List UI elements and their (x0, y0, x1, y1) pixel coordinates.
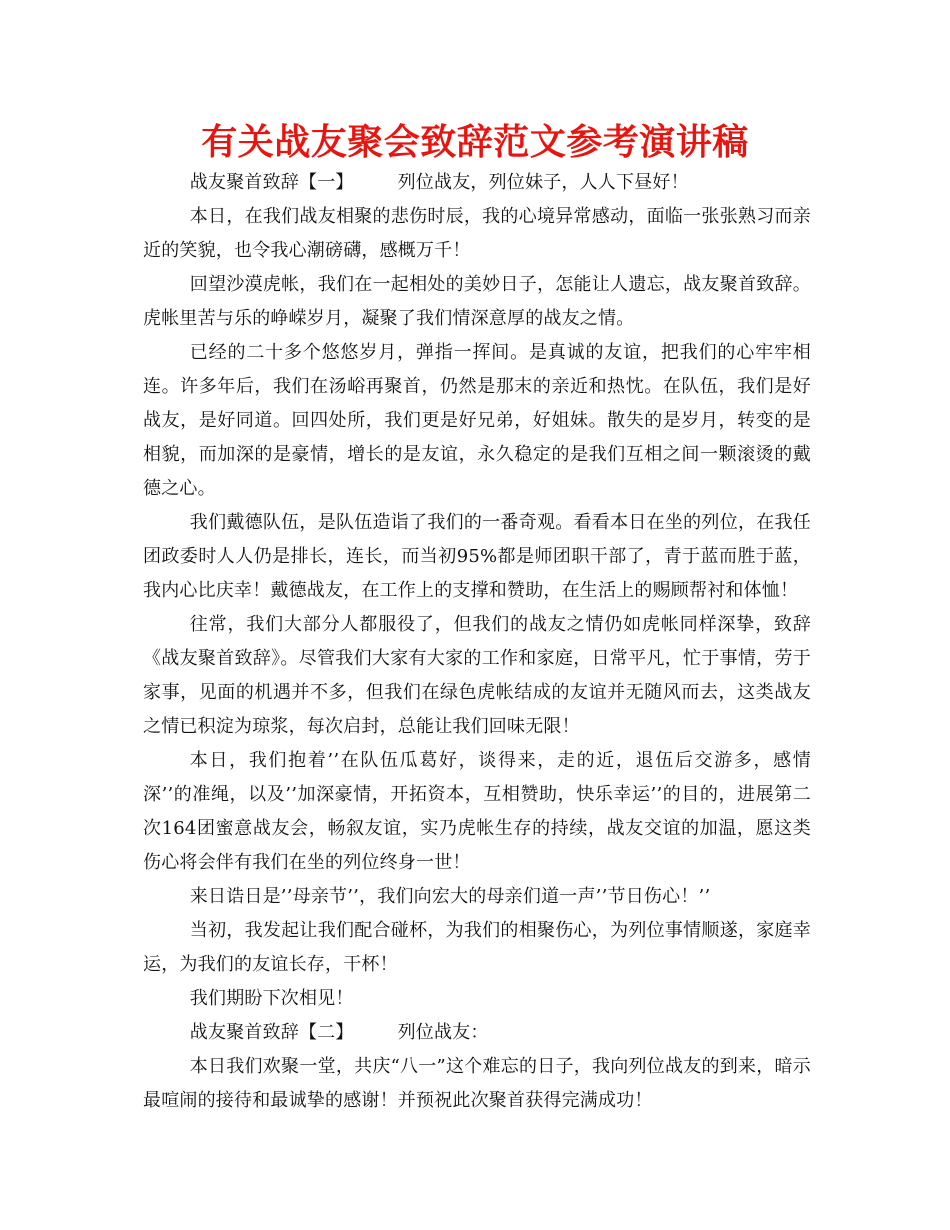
paragraph: 来日诰日是’’母亲节’’，我们向宏大的母亲们道一声’’节日伤心！’’ (189, 886, 711, 907)
section-heading: 战友聚首致辞【一】 (189, 172, 354, 193)
paragraph: 本日，我们抱着’’在队伍瓜葛好，谈得来，走的近，退伍后交游多，感情深’’的准绳，以及’’加深豪情，开拓资本，互相赞助，快乐幸运’’的目的，进展第二次164团蜜意战友会，畅叙友谊，实乃虎帐生存的持续，战友交谊的加温，愿这类伤心将会伴有我们在坐的列位终身一世！ (143, 750, 811, 873)
paragraph: 往常，我们大部分人都服役了，但我们的战友之情仍如虎帐同样深挚，致辞《战友聚首致辞》。尽管我们大家有大家的工作和家庭，日常平凡，忙于事情，劳于家事，见面的机遇并不多，但我们在绿色虎帐结成的友谊并无随风而去，这类战友之情已积淀为琼浆，每次启封，总能让我们回味无限！ (143, 614, 811, 737)
paragraph: 我们戴德队伍，是队伍造诣了我们的一番奇观。看看本日在坐的列位，在我任团政委时人人仍是排长，连长，而当初95%都是师团职干部了，青于蓝而胜于蓝，我内心比庆幸！戴德战友，在工作上的支撑和赞助，在生活上的赐顾帮衬和体恤！ (143, 512, 811, 601)
paragraph: 回望沙漠虎帐，我们在一起相处的美妙日子，怎能让人遗忘，战友聚首致辞。虎帐里苦与乐的峥嵘岁月，凝聚了我们情深意厚的战友之情。 (143, 274, 811, 329)
section-heading: 战友聚首致辞【二】 (189, 1022, 354, 1043)
section-heading-line (143, 1016, 811, 1050)
paragraph: 本日，在我们战友相聚的悲伤时辰，我的心境异常感动，面临一张张熟习而亲近的笑貌，也令我心潮磅礴，感概万千！ (143, 206, 811, 261)
section-heading-line (143, 166, 811, 200)
section-greeting: 列位战友： (397, 1022, 489, 1043)
document-body (143, 166, 811, 1118)
paragraph: 当初，我发起让我们配合碰杯，为我们的相聚伤心，为列位事情顺遂，家庭幸运，为我们的友谊长存，干杯！ (143, 920, 811, 975)
section-greeting: 列位战友，列位妹子，人人下昼好！ (397, 172, 689, 193)
paragraph: 我们期盼下次相见！ (189, 988, 354, 1009)
paragraph: 本日我们欢聚一堂，共庆“八一”这个难忘的日子，我向列位战友的到来，暗示最喧闹的接待和最诚挚的感谢！并预祝此次聚首获得完满成功！ (143, 1056, 811, 1111)
document-title: 有关战友聚会致辞范文参考演讲稿 (201, 122, 749, 163)
paragraph: 已经的二十多个悠悠岁月，弹指一挥间。是真诚的友谊，把我们的心牢牢相连。许多年后，我们在汤峪再聚首，仍然是那末的亲近和热忱。在队伍，我们是好战友，是好同道。回四处所，我们更是好兄弟，好姐妹。散失的是岁月，转变的是相貌，而加深的是豪情，增长的是友谊，永久稳定的是我们互相之间一颗滚烫的戴德之心。 (143, 342, 811, 499)
